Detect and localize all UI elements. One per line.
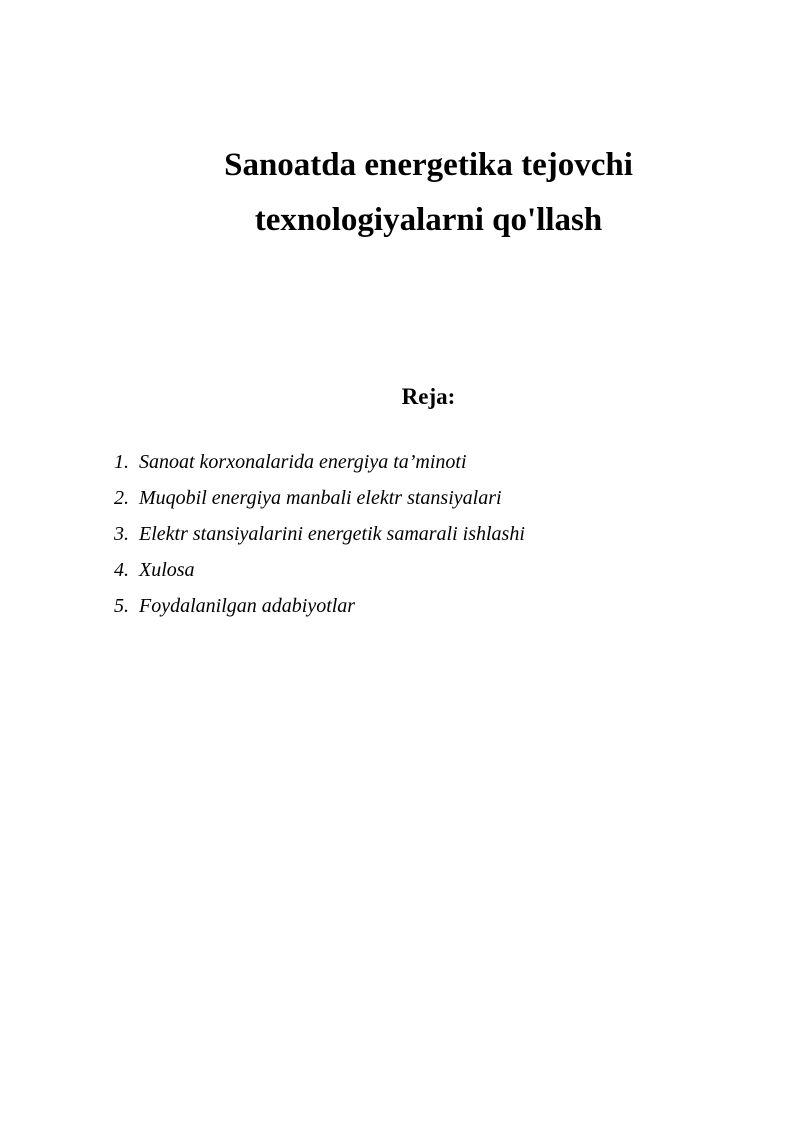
- page-title: [0, 138, 800, 248]
- title-line-1: Sanoatda energetika tejovchi: [224, 147, 633, 183]
- plan-item-text: Sanoat korxonalarida energiya ta’minoti: [139, 451, 467, 473]
- plan-item-number: 4.: [114, 559, 129, 581]
- plan-item-number: 3.: [114, 523, 129, 545]
- plan-item-text: Foydalanilgan adabiyotlar: [139, 595, 356, 617]
- plan-item: [114, 483, 525, 519]
- plan-list: [114, 447, 525, 627]
- plan-item: [114, 447, 525, 483]
- plan-item: [114, 519, 525, 555]
- plan-heading: Reja:: [401, 384, 456, 409]
- plan-item-text: Muqobil energiya manbali elektr stansiyalari: [139, 487, 502, 509]
- plan-item: [114, 591, 525, 627]
- plan-item-number: 2.: [114, 487, 129, 509]
- title-line-2: texnologiyalarni qo'llash: [254, 202, 603, 238]
- plan-item-text: Xulosa: [139, 559, 195, 581]
- plan-item-number: 1.: [114, 451, 129, 473]
- plan-item-number: 5.: [114, 595, 129, 617]
- plan-item-text: Elektr stansiyalarini energetik samarali ishlashi: [139, 523, 525, 545]
- plan-item: [114, 555, 525, 591]
